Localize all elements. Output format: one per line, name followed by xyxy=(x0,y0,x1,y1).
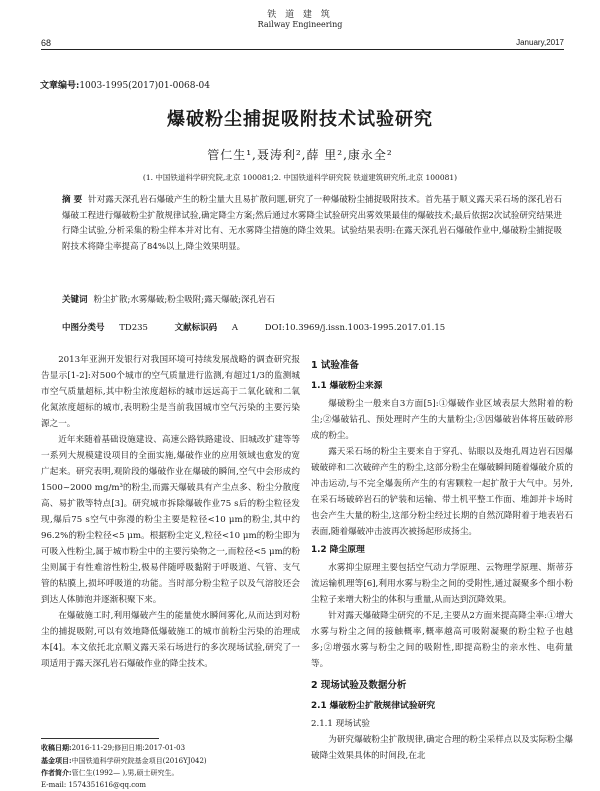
body-paragraph: 在爆破施工时,利用爆破产生的能量使水瞬间雾化,从而达到对粉尘的捕捉吸附,可以有效地降低爆破施工的城市前粉尘污染的治理成本[4]。本文依托北京顺义露天采石场进行的多次现场试验,研究了一项适用于露天深孔岩石爆破作业的降尘技术。 xyxy=(41,611,300,669)
left-column xyxy=(41,352,300,672)
doi: DOI:10.3969/j.issn.1003-1995.2017.01.15 xyxy=(264,323,446,333)
footnote-rule xyxy=(41,738,159,739)
article-number-value: 1003-1995(2017)01-0068-04 xyxy=(79,81,210,91)
section-heading: 2 现场试验及数据分析 xyxy=(311,680,407,691)
article-number-label: 文章编号: xyxy=(40,81,80,91)
journal-name: 铁 道 建 筑 xyxy=(267,10,333,20)
subsection-heading: 1.1 爆破粉尘来源 xyxy=(311,381,383,391)
body-paragraph: 近年来随着基础设施建设、高速公路铁路建设、旧城改扩建等等一系列大规模建设项目的全面实施,爆破作业的应用领域也愈发的宽广起来。研究表明,观阶段的爆破作业在爆破的瞬间,空气中会形成约1500~2000 mg/m³的粉尘,而露天爆破具有产尘点多、粉尘分散度高、易扩散等特点[3]。研究城市拆除爆破作业75 s后的粉尘粒径发现,爆后75 s空气中弥漫的粉尘主要是粒径<10 μm的粉尘,其中约96.2%的粉尘粒径<5 μm。根据粉尘定义,粒径<10 μm的粉尘即为可吸入性粉尘,属于城市粉尘中的主要污染物之一,而粒径<5 μm的粉尘则属于有性难溶性粉尘,极易伴随呼吸黏附于呼吸道、气管、支气管的粘膜上,损坏呼吸道的功能。当时部分粉尘粒子以及气溶胶还会到达人体肺泡并逐渐积聚下来。 xyxy=(41,435,300,605)
body-paragraph: 针对露天爆破降尘研究的不足,主要从2方面来提高降尘率:①增大水雾与粉尘之间的接触概率,概率越高可吸附凝聚的粉尘粒子也越多;②增强水雾与粉尘之间的吸附性,即提高粉尘的亲水性、电荷量等。 xyxy=(311,611,573,669)
fund-value: 中国铁道科学研究院基金项目(2016YJ042) xyxy=(71,756,207,765)
affiliation: (1. 中国铁道科学研究院,北京 100081;2. 中国铁道科学研究院 铁道建筑研究所,北京 100081) xyxy=(142,173,458,182)
fund-line xyxy=(41,755,301,768)
author-bio-label: 作者简介: xyxy=(41,768,72,777)
body-paragraph: 2013年亚洲开发银行对我国环境可持续发展战略的调查研究报告显示[1-2]:对500个城市的空气质量进行监测,有超过1/3的监测城市空气质量超标,其中粉尘浓度超标的城市远远高于二氧化硫和二氧化氮浓度超标的城市,表明粉尘是当前我国城市空气污染的主要污染源之一。 xyxy=(41,355,300,429)
abstract-label: 摘 要 xyxy=(62,195,83,205)
header-rule xyxy=(41,49,564,50)
keywords xyxy=(62,293,562,309)
article-number xyxy=(40,78,210,91)
section-heading: 1 试验准备 xyxy=(311,360,359,371)
received-date xyxy=(41,742,301,755)
body-paragraph: 水雾抑尘原理主要包括空气动力学原理、云物理学原理、斯蒂芬流运输机理等[6],利用水雾与粉尘之间的受附性,通过凝聚多个细小粉尘粒子来增大粉尘的体积与重量,从而达到沉降效果。 xyxy=(311,563,573,605)
author-email: E-mail: 1574351616@qq.com xyxy=(41,780,146,789)
author-bio xyxy=(41,767,301,780)
body-paragraph: 爆破粉尘一般来自3方面[5]:①爆破作业区域表层大然附着的粉尘;②爆破钻孔、预处理时产生的大量粉尘;③因爆破岩体将压破碎形成的粉尘。 xyxy=(311,399,573,441)
received-label: 收稿日期: xyxy=(41,743,72,752)
paper-title: 爆破粉尘捕捉吸附技术试验研究 xyxy=(167,109,433,130)
right-column xyxy=(311,352,573,764)
doc-code-label: 文献标识码 xyxy=(174,323,218,333)
doc-code-value: A xyxy=(231,323,238,333)
page-number: 68 xyxy=(41,38,52,48)
journal-name-en: Railway Engineering xyxy=(257,20,343,29)
clc-label: 中图分类号 xyxy=(62,323,105,333)
subsubsection-heading: 2.1.1 现场试验 xyxy=(311,719,370,729)
abstract-text: 针对露天深孔岩石爆破产生的粉尘量大且易扩散问题,研究了一种爆破粉尘捕捉吸附技术。首先基于顺义露天采石场的深孔岩石爆破工程进行爆破粉尘扩散规律试验,确定降尘方案;然后通过水雾降尘试验研究出雾效果最佳的爆破技术;最后依据2次试验研究结果进行降尘试验,分析采集的粉尘样本并对比有、无水雾降尘措施的降尘效果。试验结果表明:在露天深孔岩石爆破作业中,爆破粉尘捕捉吸附技术将降尘率提高了84%以上,降尘效果明显。 xyxy=(62,195,562,252)
authors: 管仁生¹,聂涛利²,薛 里²,康永全² xyxy=(207,148,393,162)
issue-date: January,2017 xyxy=(516,38,564,47)
received-value: 2016-11-29;修回日期:2017-01-03 xyxy=(71,744,186,752)
body-paragraph: 露天采石场的粉尘主要来自于穿孔、钻眼以及炮孔周边岩石因爆破破碎和二次破碎产生的粉尘,这部分粉尘在爆破瞬间随着爆破介质的冲击运动,与不完全爆轰所产生的有害颗粒一起扩散于大气中。另外,在采石场破碎岩石的铲装和运输、带土机平整工作面、堆卸并卡场时也会产生大量的粉尘,这部分粉尘经过长期的自然沉降附着于地表岩石表面,随着爆破冲击波再次被扬起形成扬尘。 xyxy=(311,447,573,537)
author-bio-value: 管仁生(1992— ),男,硕士研究生。 xyxy=(71,769,179,777)
abstract xyxy=(62,193,562,255)
keywords-text: 粉尘扩散;水雾爆破;粉尘吸附;露天爆破;深孔岩石 xyxy=(93,295,275,305)
footnotes xyxy=(41,742,301,791)
classification-line xyxy=(62,321,582,333)
keywords-label: 关键词 xyxy=(62,295,88,305)
subsection-heading: 1.2 降尘原理 xyxy=(311,545,365,555)
subsection-heading: 2.1 爆破粉尘扩散规律试验研究 xyxy=(311,701,436,711)
clc-value: TD235 xyxy=(119,323,148,333)
body-paragraph: 为研究爆破粉尘扩散规律,确定合理的粉尘采样点以及实际粉尘爆破降尘效果具体的时间段,在北 xyxy=(311,735,573,761)
fund-label: 基金项目: xyxy=(41,755,72,765)
